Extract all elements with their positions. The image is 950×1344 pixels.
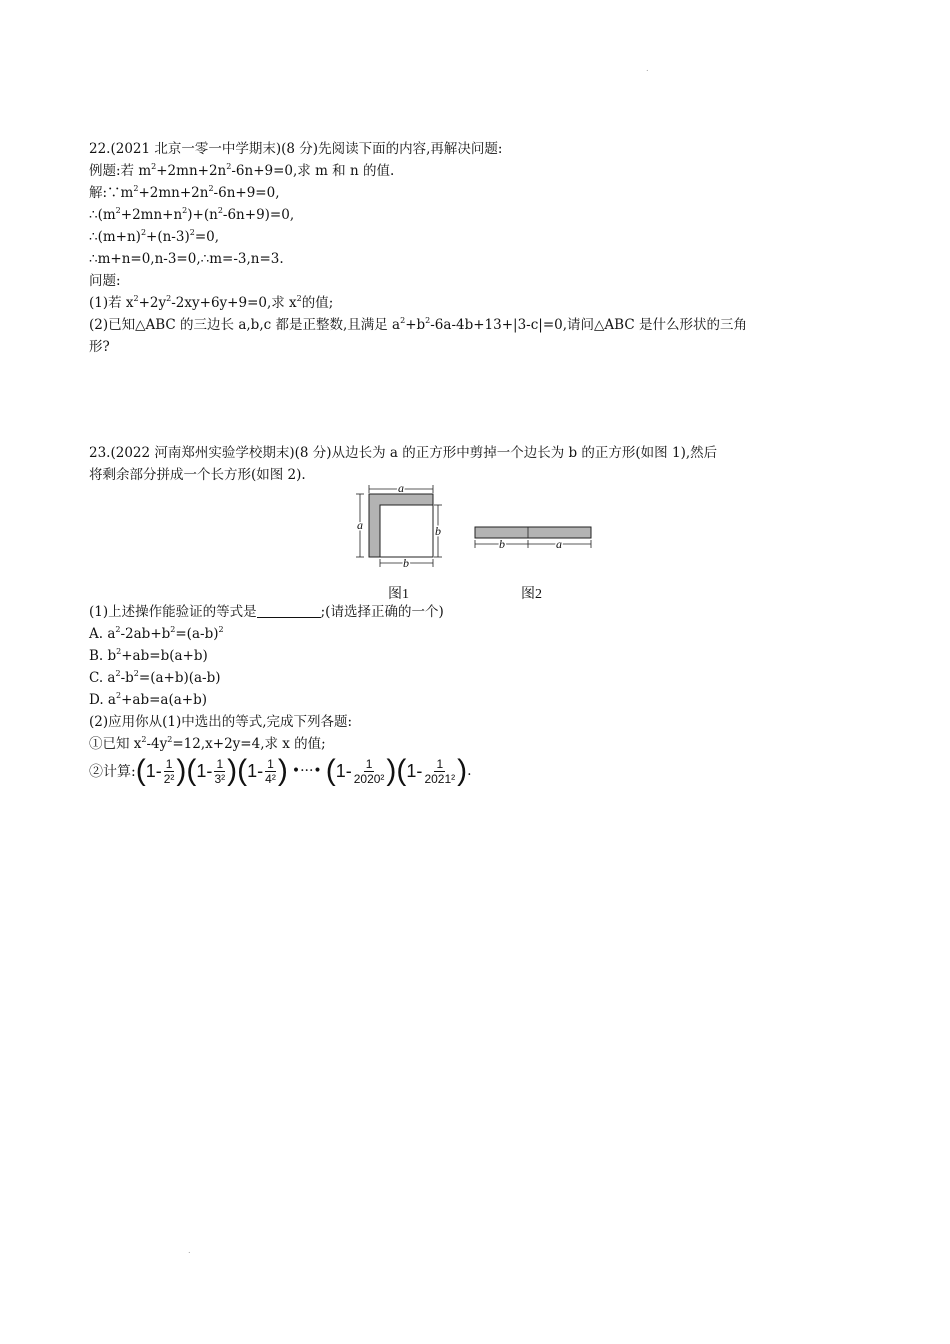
q22-solution-line-1: 解$:\because m^2+2mn+2n^2-6n+9=0$, bbox=[89, 184, 280, 201]
label-b-fig2: b bbox=[499, 537, 505, 551]
q22-title: 22.(2021 北京一零一中学期末)(8 分)先阅读下面的内容,再解决问题: bbox=[89, 141, 503, 157]
calc-label: ②计算: bbox=[89, 764, 136, 780]
q22-question-label: 问题: bbox=[89, 273, 121, 289]
factor-2: ( 1- $\frac{1}{\text{3²}}$ ) bbox=[186, 755, 238, 787]
removed-square bbox=[380, 505, 433, 557]
q23-figures bbox=[350, 483, 610, 603]
q23-part-2: (2)应用你从(1)中选出的等式,完成下列各题: bbox=[89, 714, 353, 730]
label-a-fig2: a bbox=[556, 537, 562, 551]
q22-solution-line-4: ∴m+n=0,n-3=0,∴m=-3,n=3. bbox=[89, 251, 284, 267]
figure-2-caption: 图2 bbox=[521, 587, 542, 602]
q22-part-2: (2)已知△ABC 的三边长 a,b,c 都是正整数,且满足 $a^2+b^2-6a-4b+13+|3-c|=0$,请问△ABC 是什么形状的三角 bbox=[89, 316, 747, 333]
q23-part-2-2-calc bbox=[89, 755, 472, 787]
q23-part-1: (1)上述操作能验证的等式是 ;(请选择正确的一个) bbox=[89, 604, 444, 620]
page-mark: . bbox=[646, 64, 649, 73]
factor-3: ( 1- $\frac{1}{\text{4²}}$ ) bbox=[237, 755, 288, 787]
figure-1-caption: 图1 bbox=[388, 587, 409, 602]
label-b-bottom: b bbox=[403, 556, 409, 570]
q23-option-c[interactable]: C. $a^2-b^2=(a+b)(a-b)$ bbox=[89, 669, 221, 686]
q23-title-line-2: 将剩余部分拼成一个长方形(如图 2). bbox=[89, 467, 306, 483]
label-a-left: a bbox=[357, 518, 363, 532]
q23-option-d[interactable]: D. $a^2+ab=a(a+b)$ bbox=[89, 691, 207, 708]
ellipsis: •···• bbox=[291, 763, 322, 779]
answer-blank[interactable] bbox=[257, 605, 321, 618]
page-mark: . bbox=[188, 1246, 191, 1255]
q22-solution-line-2: $\therefore(m^2+2mn+n^2)+(n^2-6n+9)=0$, bbox=[89, 206, 295, 223]
calc-end: . bbox=[467, 763, 472, 779]
q22-example: 例题:若 $m^2+2mn+2n^2-6n+9=0$,求 m 和 n 的值. bbox=[89, 162, 395, 179]
q22-solution-line-3: $\therefore(m+n)^2+(n-3)^2=0$, bbox=[89, 228, 220, 245]
q22-part-2-cont: 形? bbox=[89, 339, 110, 355]
q22-part-1: (1)若 $x^2+2y^2-2xy+6y+9=0$,求 $x^2$的值; bbox=[89, 294, 334, 311]
figure-1 bbox=[356, 483, 442, 570]
factor-1: ( 1- $\frac{1}{\text{2²}}$ ) bbox=[135, 755, 187, 787]
factor-2021: ( 1- $\frac{1}{\text{2021²}}$ ) bbox=[396, 755, 468, 787]
label-b-right: b bbox=[435, 524, 441, 538]
figure-2 bbox=[475, 527, 591, 551]
q23-title-line-1: 23.(2022 河南郑州实验学校期末)(8 分)从边长为 a 的正方形中剪掉一个边长为 b 的正方形(如图 1),然后 bbox=[89, 445, 718, 461]
label-a-top: a bbox=[398, 483, 404, 495]
q23-part-2-1: ①已知 $x^2-4y^2=12,x+2y=4$,求 x 的值; bbox=[89, 735, 326, 752]
rectangle bbox=[475, 527, 591, 538]
q23-option-b[interactable]: B. $b^2+ab=b(a+b)$ bbox=[89, 647, 208, 664]
factor-2020: ( 1- $\frac{1}{\text{2020²}}$ ) bbox=[325, 755, 397, 787]
q23-option-a[interactable]: A. $a^2-2ab+b^2=(a-b)^2$ bbox=[89, 625, 224, 642]
